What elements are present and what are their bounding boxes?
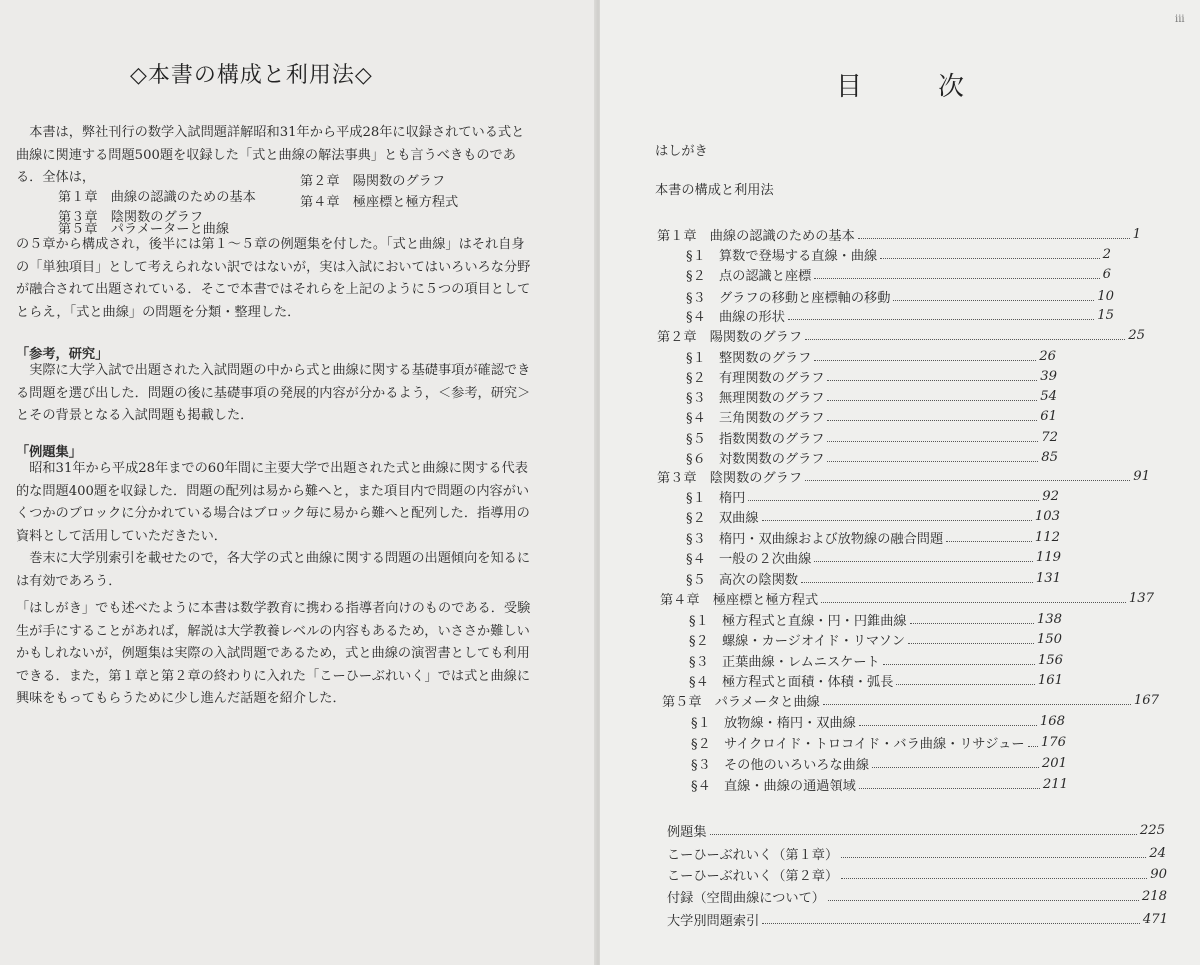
- toc-entry-label: §３ グラフの移動と座標軸の移動: [686, 290, 891, 306]
- toc-entry-label: §３ 正葉曲線・レムニスケート: [689, 654, 880, 670]
- toc-entry-label: §４ 一般の２次曲線: [686, 551, 812, 567]
- toc-entry-label: 付録（空間曲線について）: [667, 890, 825, 906]
- toc-leader: [814, 360, 1036, 361]
- toc-leader: [908, 643, 1034, 644]
- toc-entry[interactable]: [686, 244, 1111, 264]
- toc-leader: [805, 480, 1130, 481]
- toc-entry-page: 471: [1142, 911, 1168, 927]
- toc-entry-label: §５ 指数関数のグラフ: [686, 431, 825, 447]
- toc-entry-label: §４ 三角関数のグラフ: [686, 410, 825, 426]
- toc-entry-page: 92: [1042, 488, 1059, 504]
- toc-leader: [762, 520, 1032, 521]
- toc-entry[interactable]: [689, 650, 1063, 670]
- toc-entry-label: §３ その他のいろいろな曲線: [691, 757, 870, 773]
- toc-leader: [710, 834, 1137, 835]
- toc-entry[interactable]: [667, 864, 1167, 884]
- toc-entry-page: 137: [1128, 590, 1154, 606]
- toc-entry[interactable]: [686, 406, 1057, 426]
- chapter-list-item: 第５章 パラメーターと曲線: [58, 222, 230, 237]
- chapter-list-item: 第１章 曲線の認識のための基本: [58, 190, 256, 205]
- toc-leader: [893, 300, 1094, 301]
- toc-entry-label: §１ 放物線・楕円・双曲線: [691, 715, 856, 731]
- toc-entry[interactable]: [686, 366, 1057, 386]
- toc-leader: [827, 441, 1038, 442]
- toc-entry[interactable]: [686, 427, 1058, 447]
- toc-entry[interactable]: [689, 629, 1062, 649]
- toc-entry-label: 第３章 陰関数のグラフ: [657, 470, 803, 486]
- intro-continued-paragraph: の５章から構成され，後半には第１～５章の例題集を付した。「式と曲線」はそれ自身の「単独項目」として考えられない訳ではないが，実は入試においてはいろいろな分野が融合されて出題されている．そこで本書ではそれらを上記のように５つの項目としてとらえ，「式と曲線」の問題を分類・整理した．: [16, 237, 531, 320]
- toc-entry-page: 176: [1040, 734, 1066, 750]
- toc-entry[interactable]: [686, 486, 1059, 506]
- toc-entry-label: §２ 有理関数のグラフ: [686, 370, 825, 386]
- toc-entry-page: 1: [1132, 226, 1141, 242]
- toc-leader: [801, 582, 1033, 583]
- toc-entry-page: 15: [1097, 307, 1114, 323]
- toc-leader: [858, 238, 1130, 239]
- toc-entry-label: §２ 螺線・カージオイド・リマソン: [689, 633, 906, 649]
- toc-entry[interactable]: [657, 466, 1150, 486]
- toc-entry-page: 218: [1141, 888, 1167, 904]
- toc-leader: [946, 541, 1032, 542]
- toc-entry[interactable]: [686, 568, 1061, 588]
- toc-entry-label: こーひーぶれいく（第１章）: [667, 847, 839, 863]
- toc-entry[interactable]: [689, 609, 1062, 629]
- toc-entry-label: 第１章 曲線の認識のための基本: [657, 228, 855, 244]
- toc-entry-label: §２ 点の認識と座標: [686, 268, 812, 284]
- toc-entry-label: 例題集: [667, 824, 707, 840]
- toc-entry[interactable]: [686, 305, 1114, 325]
- section-examples-text: 昭和31年から平成28年までの60年間に主要大学で出題された式と曲線に関する代表的な問題400題を収録した．問題の配列は易から難へと，また項目内で問題の内容がいくつかのブロックに分かれている場合はブロック毎に易から難へと配列した．指導用の資料として活用していただきたい．: [16, 461, 530, 544]
- toc-entry-page: 61: [1040, 408, 1057, 424]
- toc-entry[interactable]: [657, 325, 1145, 345]
- toc-entry[interactable]: [667, 820, 1165, 840]
- toc-leader: [814, 561, 1033, 562]
- toc-entry-page: 201: [1041, 755, 1067, 771]
- toc-entry-label: §１ 算数で登場する直線・曲線: [686, 248, 878, 264]
- toc-leader: [823, 704, 1131, 705]
- toc-entry[interactable]: [691, 753, 1067, 773]
- toc-entry-page: 2: [1102, 246, 1111, 262]
- toc-leader: [896, 684, 1034, 685]
- toc-entry[interactable]: [686, 386, 1057, 406]
- toc-entry[interactable]: [686, 286, 1114, 306]
- toc-entry-page: 167: [1133, 692, 1159, 708]
- toc-entry-label: §３ 楕円・双曲線および放物線の融合問題: [686, 531, 944, 547]
- toc-entry[interactable]: [686, 447, 1058, 467]
- toc-entry-label: 第４章 極座標と極方程式: [660, 592, 819, 608]
- toc-entry-label: §１ 楕円: [686, 490, 746, 506]
- toc-entry[interactable]: [662, 690, 1159, 710]
- chapter-list-item: 第３章 陰関数のグラフ: [58, 210, 204, 225]
- toc-entry-label: 第５章 パラメータと曲線: [662, 694, 820, 710]
- toc-entry-page: 25: [1128, 327, 1145, 343]
- toc-entry-label: §１ 極方程式と直線・円・円錐曲線: [689, 613, 907, 629]
- toc-entry-label: 大学別問題索引: [667, 913, 760, 929]
- chapter-list-item: 第２章 陽関数のグラフ: [300, 174, 446, 189]
- toc-title-part1: 目: [836, 72, 863, 102]
- toc-leader: [883, 664, 1035, 665]
- toc-entry-label: §４ 曲線の形状: [686, 309, 785, 325]
- toc-entry-page: 39: [1040, 368, 1057, 384]
- toc-entry[interactable]: [686, 547, 1061, 567]
- toc-entry-label: §５ 高次の陰関数: [686, 572, 799, 588]
- toc-entry-page: 150: [1036, 631, 1062, 647]
- toc-entry-label: §４ 直線・曲線の通過領域: [691, 778, 856, 794]
- toc-entry[interactable]: [686, 346, 1056, 366]
- toc-entry-page: 10: [1097, 288, 1114, 304]
- toc-entry-page: 161: [1037, 672, 1063, 688]
- toc-entry-label: §２ 双曲線: [686, 510, 759, 526]
- toc-leader: [872, 767, 1039, 768]
- toc-entry[interactable]: [686, 264, 1111, 284]
- toc-leader: [827, 380, 1037, 381]
- toc-entry-page: 211: [1042, 776, 1068, 792]
- toc-entry-page: 90: [1150, 866, 1167, 882]
- toc-entry-page: 119: [1035, 549, 1061, 565]
- toc-entry-page: 85: [1041, 449, 1058, 465]
- toc-entry-page: 91: [1133, 468, 1150, 484]
- toc-entry-label: §３ 無理関数のグラフ: [686, 390, 825, 406]
- toc-entry-label: §２ サイクロイド・トロコイド・バラ曲線・リサジュー: [691, 736, 1025, 752]
- toc-entry-page: 72: [1041, 429, 1058, 445]
- toc-entry-page: 225: [1139, 822, 1165, 838]
- toc-entry-page: 6: [1102, 266, 1111, 282]
- toc-leader: [788, 319, 1094, 320]
- toc-entry-page: 168: [1039, 713, 1065, 729]
- toc-entry-page: 103: [1034, 508, 1060, 524]
- toc-leader: [821, 602, 1126, 603]
- toc-leader: [814, 278, 1099, 279]
- toc-preface: はしがき: [655, 144, 708, 159]
- section-examples-index-text: 巻末に大学別索引を載せたので，各大学の式と曲線に関する問題の出題傾向を知るには有効であろう．: [16, 551, 531, 589]
- page-number: iii: [1175, 14, 1185, 25]
- toc-entry-page: 26: [1039, 348, 1056, 364]
- toc-entry[interactable]: [660, 588, 1154, 608]
- toc-entry[interactable]: [657, 224, 1141, 244]
- toc-entry-label: §６ 対数関数のグラフ: [686, 451, 825, 467]
- toc-leader: [828, 900, 1139, 901]
- toc-leader: [841, 857, 1146, 858]
- toc-entry-page: 131: [1035, 570, 1061, 586]
- intro-paragraph: 本書は，弊社刊行の数学入試問題詳解昭和31年から平成28年に収録されている式と曲線に関連する問題500題を収録した「式と曲線の解法事典」とも言うべきものである．全体は，: [16, 125, 525, 185]
- toc-entry-label: 第２章 陽関数のグラフ: [657, 329, 803, 345]
- toc-entry-page: 112: [1034, 529, 1060, 545]
- toc-leader: [827, 400, 1037, 401]
- section-heading-examples: 「例題集」: [16, 445, 82, 460]
- toc-title-part2: 次: [938, 72, 965, 102]
- toc-leader: [805, 339, 1125, 340]
- left-page: [0, 0, 596, 965]
- closing-paragraph: 「はしがき」でも述べたように本書は数学教育に携わる指導者向けのものである．受験生が手にすることがあれば，解説は大学教養レベルの内容もあるため，いささか難しいかもしれないが，例題集は実際の入試問題であるため，式と曲線の演習書としても利用できる．また，第１章と第２章の終わりに入れた「こーひーぶれいく」では式と曲線に興味をもってもらうために少し進んだ話題を紹介した．: [16, 601, 531, 706]
- chapter-list-item: 第４章 極座標と極方程式: [300, 195, 459, 210]
- toc-leader: [1028, 746, 1038, 747]
- toc-entry[interactable]: [686, 506, 1060, 526]
- toc-usage: 本書の構成と利用法: [655, 183, 774, 198]
- toc-leader: [762, 923, 1140, 924]
- toc-entry[interactable]: [686, 527, 1060, 547]
- toc-entry[interactable]: [667, 886, 1167, 906]
- toc-entry[interactable]: [667, 843, 1166, 863]
- toc-entry-page: 54: [1040, 388, 1057, 404]
- toc-entry-label: §１ 整関数のグラフ: [686, 350, 812, 366]
- left-page-title: ◇本書の構成と利用法◇: [130, 63, 373, 88]
- toc-entry-page: 24: [1149, 845, 1166, 861]
- toc-entry-page: 156: [1037, 652, 1063, 668]
- toc-entry[interactable]: [691, 774, 1068, 794]
- toc-entry[interactable]: [691, 711, 1065, 731]
- toc-entry[interactable]: [667, 909, 1168, 929]
- toc-leader: [910, 623, 1034, 624]
- toc-leader: [827, 461, 1038, 462]
- toc-leader: [859, 788, 1040, 789]
- section-reference-text: 実際に大学入試で出題された入試問題の中から式と曲線に関する基礎事項が確認できる問題を選び出した．問題の後に基礎事項の発展的内容が分かるよう，＜参考，研究＞とその背景となる入試問題も掲載した．: [16, 363, 531, 423]
- toc-leader: [748, 500, 1039, 501]
- toc-entry-label: こーひーぶれいく（第２章）: [667, 868, 839, 884]
- toc-entry-page: 138: [1036, 611, 1062, 627]
- toc-leader: [859, 725, 1037, 726]
- toc-leader: [827, 420, 1037, 421]
- toc-entry[interactable]: [691, 732, 1066, 752]
- section-heading-reference: 「参考，研究」: [16, 347, 109, 362]
- toc-entry-label: §４ 極方程式と面積・体積・弧長: [689, 674, 894, 690]
- toc-leader: [841, 878, 1147, 879]
- toc-entry[interactable]: [689, 670, 1063, 690]
- toc-leader: [880, 258, 1099, 259]
